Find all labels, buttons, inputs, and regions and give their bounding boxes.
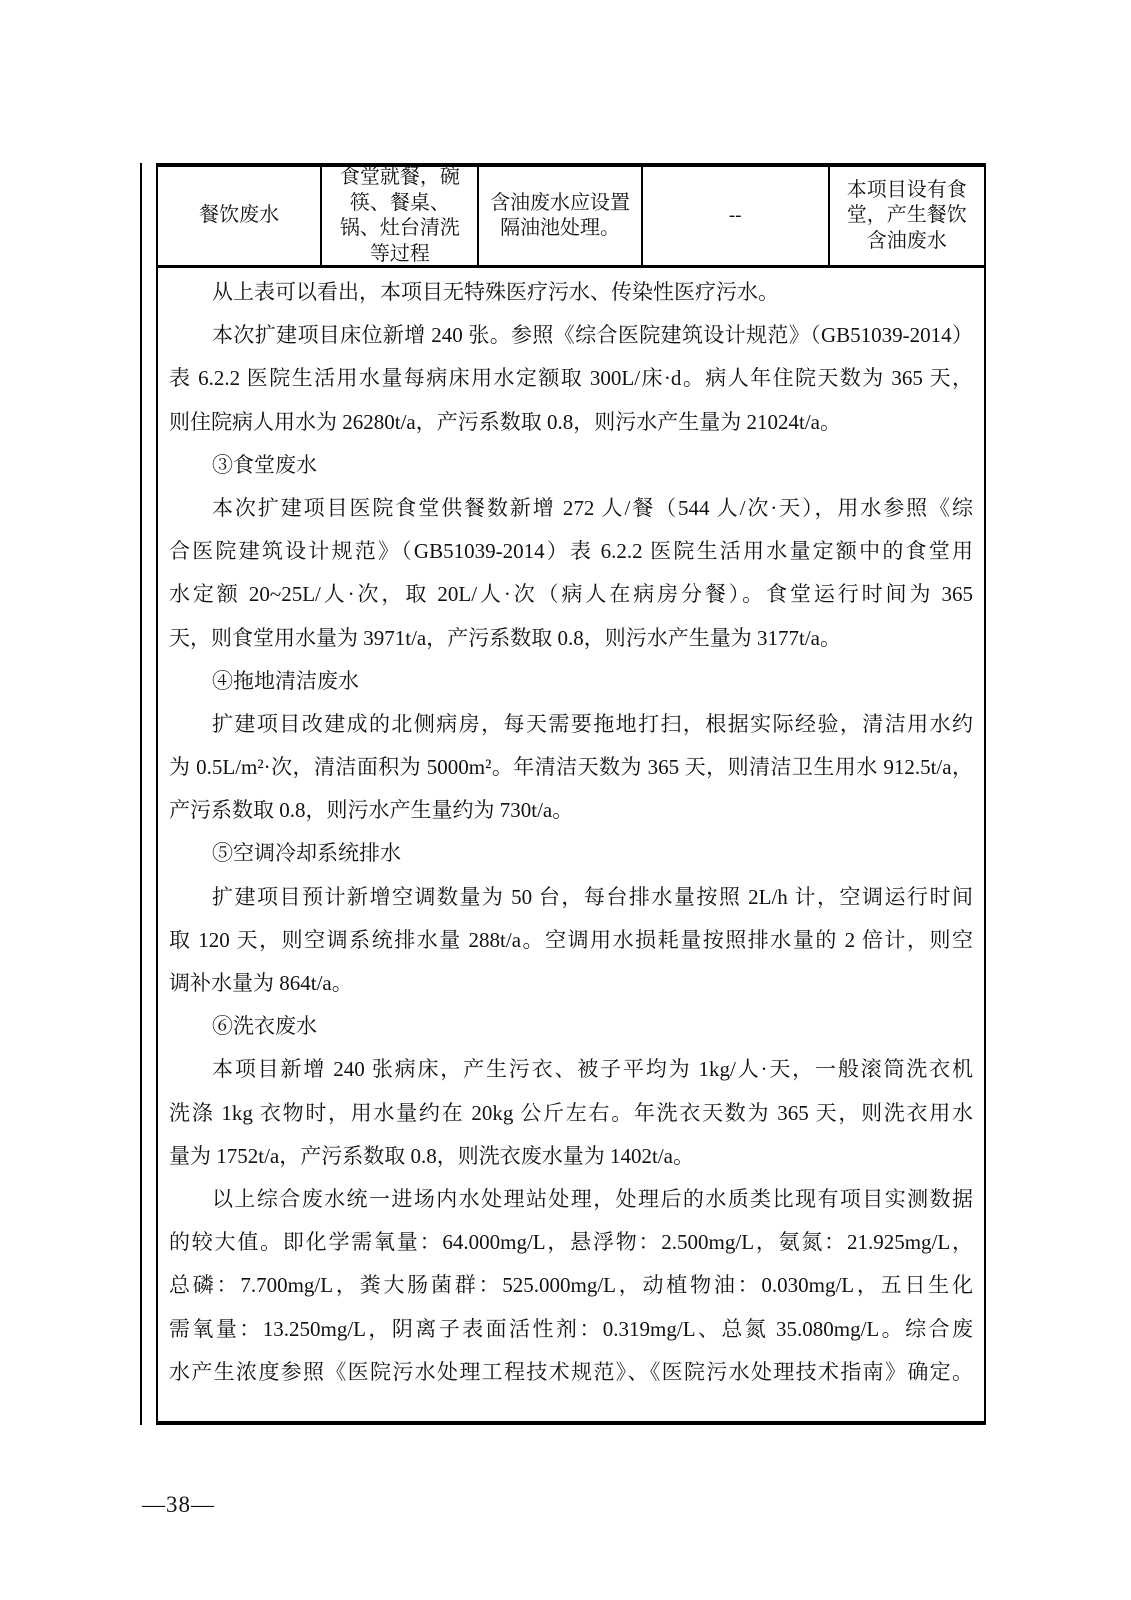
body-line: 水产生浓度参照《医院污水处理工程技术规范》、《医院污水处理技术指南》确定。 [169,1359,973,1384]
page-number: —38— [142,1492,215,1517]
section-heading-ac-cooling-drainage: ⑤空调冷却系统排水 [212,841,401,866]
body-line: 的较大值。即化学需氧量：64.000mg/L，悬浮物：2.500mg/L，氨氮：21.925mg/L， [169,1230,973,1255]
table-cell-treatment-measure: 含油废水应设置隔油池处理。 [479,167,643,265]
body-line: 取 120 天，则空调系统排水量 288t/a。空调用水损耗量按照排水量的 2 倍计，则空 [169,927,973,952]
body-text [158,268,984,1394]
body-line: 合医院建筑设计规范》（GB51039-2014）表 6.2.2 医院生活用水量定额中的食堂用 [169,539,973,564]
body-line: 洗涤 1kg 衣物时，用水量约在 20kg 公斤左右。年洗衣天数为 365 天，则洗衣用水 [169,1100,973,1125]
table-cell-source-process: 食堂就餐，碗筷、餐桌、锅、灶台清洗等过程 [322,167,479,265]
body-line: 产污系数取 0.8，则污水产生量约为 730t/a。 [169,798,574,823]
body-line: 表 6.2.2 医院生活用水量每病床用水定额取 300L/床·d。病人年住院天数为 365 天， [169,366,973,391]
body-line: 本项目新增 240 张病床，产生污衣、被子平均为 1kg/人·天，一般滚筒洗衣机 [212,1057,973,1082]
body-line: 为 0.5L/m²·次，清洁面积为 5000m²。年清洁天数为 365 天，则清洁卫生用水 912.5t/a， [169,755,973,780]
body-line: 量为 1752t/a，产污系数取 0.8，则洗衣废水量为 1402t/a。 [169,1143,694,1168]
table-cell-wastewater-type: 餐饮废水 [158,167,322,265]
body-line: 扩建项目预计新增空调数量为 50 台，每台排水量按照 2L/h 计，空调运行时间 [212,884,973,909]
table-cell-standard: -- [643,167,830,265]
body-line: 天，则食堂用水量为 3971t/a，产污系数取 0.8，则污水产生量为 3177t/a。 [169,625,841,650]
body-line: 以上综合废水统一进场内水处理站处理，处理后的水质类比现有项目实测数据 [212,1186,973,1211]
body-line: 总磷：7.700mg/L，粪大肠菌群：525.000mg/L，动植物油：0.030mg/L，五日生化 [169,1273,973,1298]
body-line: 调补水量为 864t/a。 [169,971,353,995]
section-heading-mopping-wastewater: ④拖地清洁废水 [212,668,359,693]
section-heading-laundry-wastewater: ⑥洗衣废水 [212,1014,317,1039]
body-line: 本次扩建项目医院食堂供餐数新增 272 人/餐（544 人/次·天），用水参照《综 [212,495,973,520]
table-row [158,167,984,268]
section-heading-canteen-wastewater: ③食堂废水 [212,452,317,477]
body-line: 需氧量：13.250mg/L，阴离子表面活性剂：0.319mg/L、总氮 35.080mg/L。综合废 [169,1316,973,1341]
table-cell-remark: 本项目设有食堂，产生餐饮含油废水 [846,178,967,252]
document-content-frame [156,163,986,1425]
body-line: 从上表可以看出，本项目无特殊医疗污水、传染性医疗污水。 [212,280,779,304]
body-line: 本次扩建项目床位新增 240 张。参照《综合医院建筑设计规范》（GB51039-2014） [212,323,973,348]
body-line: 扩建项目改建成的北侧病房，每天需要拖地打扫，根据实际经验，清洁用水约 [212,711,973,736]
body-line: 则住院病人用水为 26280t/a，产污系数取 0.8，则污水产生量为 21024t/a。 [169,409,841,434]
outer-table-border-line [140,163,142,1425]
body-line: 水定额 20~25L/人·次，取 20L/人·次（病人在病房分餐）。食堂运行时间为 365 [169,582,973,607]
